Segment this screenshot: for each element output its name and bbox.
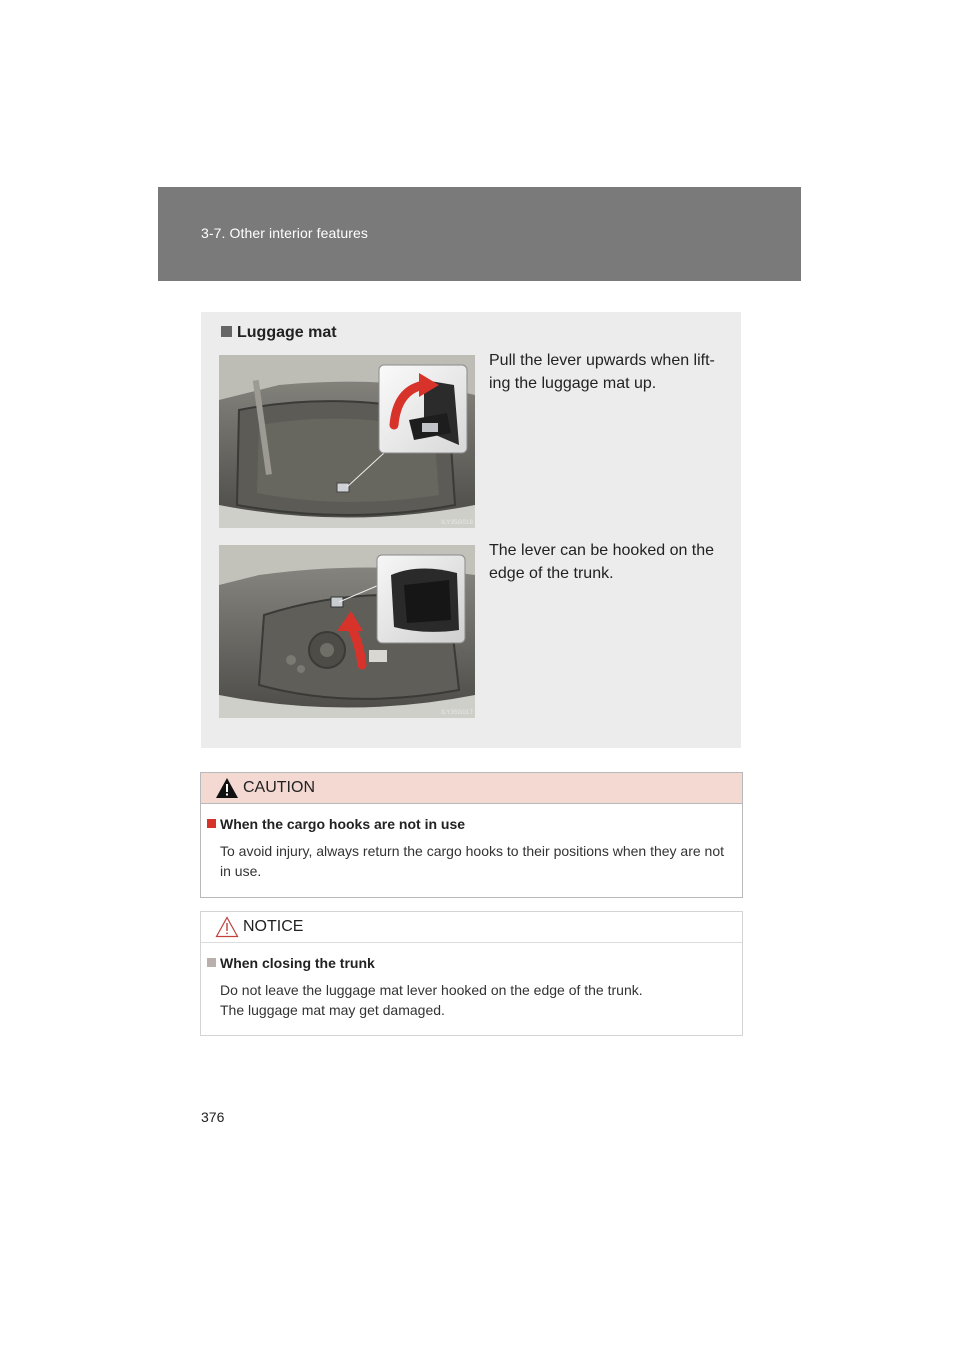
notice-body-line-1: Do not leave the luggage mat lever hooked on the edge of the trunk. <box>220 982 643 998</box>
caution-box <box>200 772 743 898</box>
notice-item-title-text: When closing the trunk <box>220 955 375 971</box>
caution-body: To avoid injury, always return the cargo hooks to their positions when they are not in use. <box>220 843 725 879</box>
figure-lift-lever <box>219 355 475 528</box>
warning-triangle-icon <box>215 916 239 938</box>
notice-body <box>220 980 738 1020</box>
notice-box <box>200 911 743 1036</box>
warning-triangle-icon <box>215 777 239 799</box>
caution-item-title-text: When the cargo hooks are not in use <box>220 816 466 832</box>
figure-hook-lever <box>219 545 475 718</box>
notice-item-title <box>207 955 375 971</box>
figure-code: ILY35G018 <box>441 520 473 526</box>
figure-hook-lever-illustration <box>219 545 475 718</box>
section-heading <box>221 324 337 342</box>
step-2-text: The lever can be hooked on the edge of the trunk. <box>489 542 715 582</box>
luggage-mat-panel <box>201 312 741 748</box>
section-square-icon <box>207 958 216 967</box>
section-title: 3-7. Other interior features <box>201 225 368 241</box>
figure-code: ILY35G017 <box>441 710 473 716</box>
step-1-text: Pull the lever upwards when lift-ing the luggage mat up. <box>489 352 715 392</box>
notice-body-line-2: The luggage mat may get damaged. <box>220 1002 445 1018</box>
section-heading-text: Luggage mat <box>237 324 337 341</box>
caution-label: CAUTION <box>243 779 315 796</box>
header-band <box>158 187 801 281</box>
notice-label: NOTICE <box>243 918 304 935</box>
section-square-icon <box>221 326 232 337</box>
notice-header <box>201 912 742 943</box>
figure-lift-lever-illustration <box>219 355 475 528</box>
page-number: 376 <box>201 1109 225 1125</box>
section-square-icon <box>207 819 216 828</box>
caution-item-title <box>207 816 465 832</box>
caution-header <box>201 773 742 804</box>
